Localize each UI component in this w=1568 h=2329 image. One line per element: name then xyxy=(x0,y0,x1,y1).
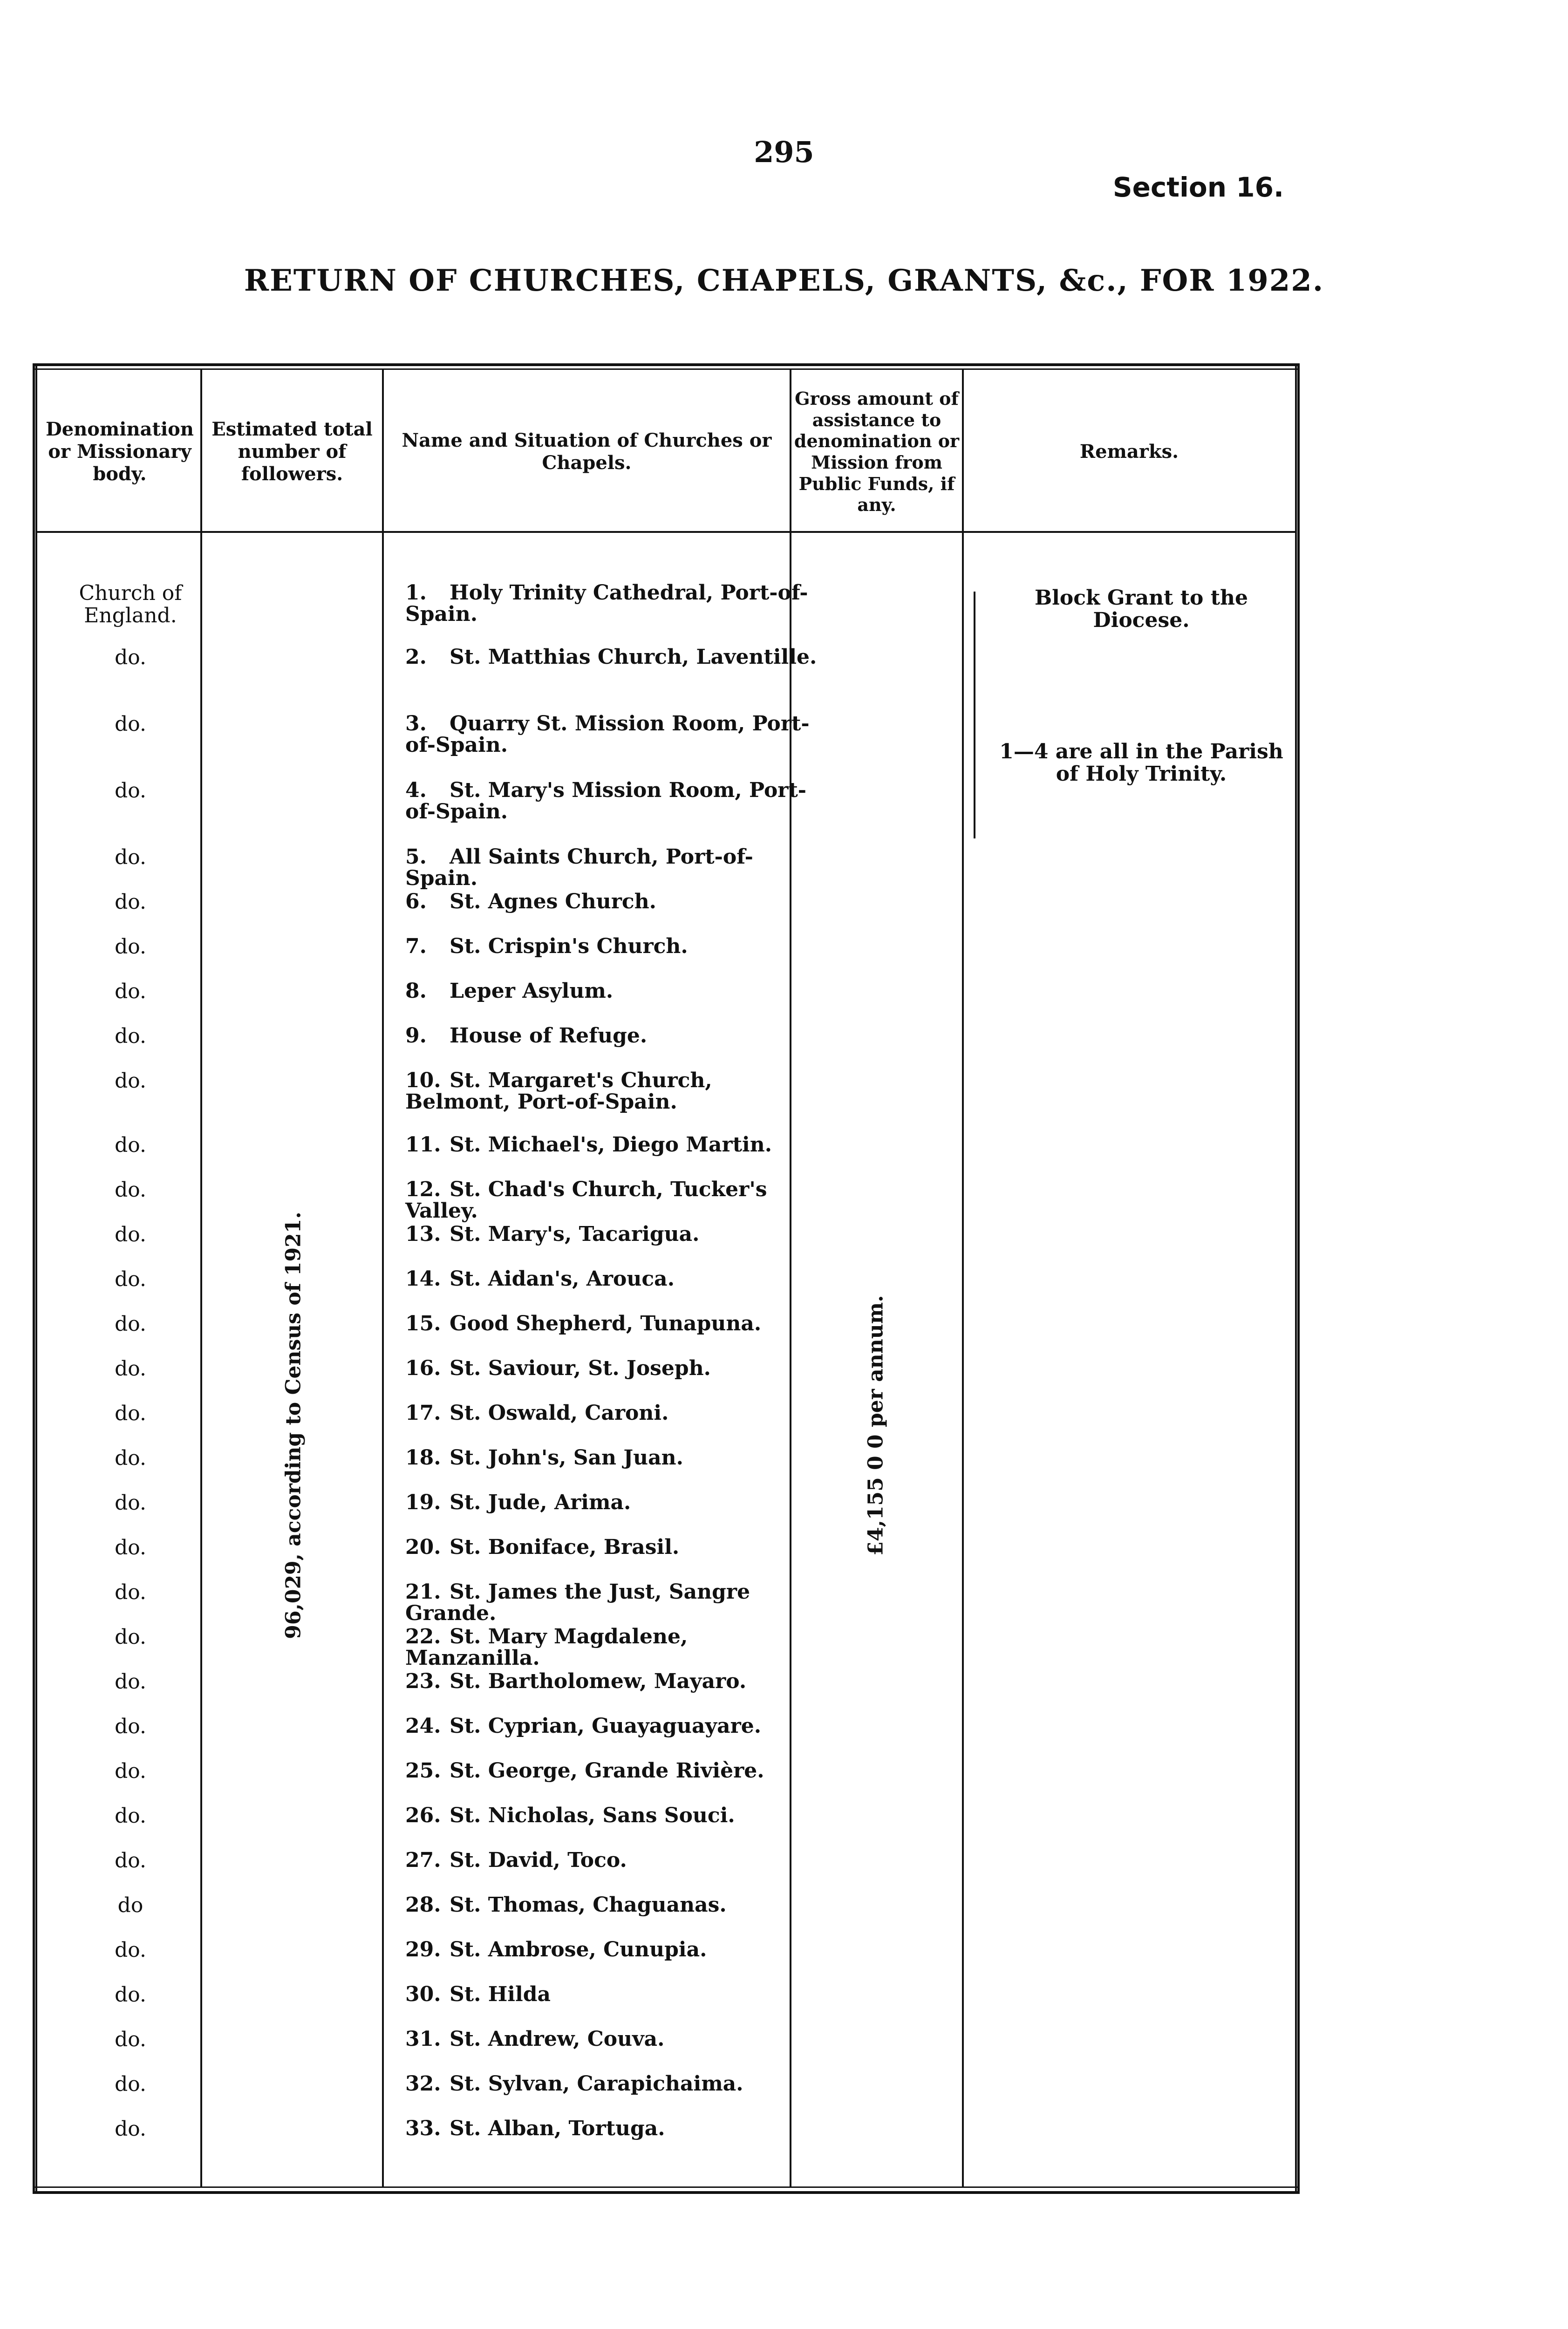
assistance-value: £4,155 0 0 per annum. xyxy=(864,1295,888,1556)
header-church-name: Name and Situation of Churches or Chapels. xyxy=(402,429,772,474)
row-church-name: St. Chad's Church, Tucker's Valley. xyxy=(405,1178,767,1223)
table-border-bottom xyxy=(33,2186,1300,2194)
row-church xyxy=(405,1179,820,1222)
table-row xyxy=(37,1025,1295,1067)
table-row xyxy=(37,647,1295,688)
row-number: 28. xyxy=(405,1893,441,1917)
row-number: 26. xyxy=(405,1804,441,1827)
row-church-name: St. Thomas, Chaguanas. xyxy=(450,1893,727,1917)
row-denomination: do. xyxy=(115,1446,146,1470)
table-row xyxy=(37,2118,1295,2160)
row-denomination: do. xyxy=(115,1491,146,1515)
row-church xyxy=(405,2073,820,2095)
row-number: 19. xyxy=(405,1491,441,1514)
row-denomination: do. xyxy=(115,1223,146,1246)
table-border-left xyxy=(33,363,37,2194)
row-denomination: do. xyxy=(115,1402,146,1425)
header-remarks: Remarks. xyxy=(1079,441,1179,463)
table-row xyxy=(37,936,1295,978)
table-row xyxy=(37,1805,1295,1847)
table-row xyxy=(37,1716,1295,1757)
header-assistance: Gross amount of assistance to denomination or Mission from Public Funds, if any. xyxy=(794,388,960,516)
row-church-name: St. John's, San Juan. xyxy=(450,1446,683,1470)
row-church-name: All Saints Church, Port-of-Spain. xyxy=(405,845,753,891)
row-church xyxy=(405,2118,820,2139)
table-row xyxy=(37,1224,1295,1266)
row-denomination: do. xyxy=(115,1178,146,1202)
table-row xyxy=(37,2073,1295,2115)
row-denomination: do. xyxy=(115,1267,146,1291)
table-row xyxy=(37,845,1295,891)
table-row xyxy=(37,1313,1295,1355)
row-church xyxy=(405,1894,820,1916)
row-denomination: do. xyxy=(115,779,146,803)
row-denomination: Church of England. xyxy=(79,581,182,628)
table-row xyxy=(37,981,1295,1022)
row-denomination: do. xyxy=(115,980,146,1003)
row-denomination: do. xyxy=(115,935,146,959)
row-number: 10. xyxy=(405,1069,441,1092)
row-number: 21. xyxy=(405,1580,441,1604)
row-church xyxy=(405,1025,820,1047)
row-church-name: St. Aidan's, Arouca. xyxy=(450,1267,675,1291)
row-number: 27. xyxy=(405,1848,441,1872)
row-denomination: do. xyxy=(115,1849,146,1873)
row-church xyxy=(405,1492,820,1513)
row-number: 23. xyxy=(405,1669,441,1693)
table-row xyxy=(37,891,1295,933)
row-number: 11. xyxy=(405,1133,441,1157)
remarks-brace xyxy=(974,592,989,838)
row-number: 3. xyxy=(405,712,427,735)
row-denomination: do. xyxy=(115,1983,146,2007)
row-church-name: St. Jude, Arima. xyxy=(450,1491,631,1514)
row-church xyxy=(405,1626,820,1669)
row-number: 5. xyxy=(405,845,427,869)
row-church xyxy=(405,1939,820,1961)
row-number: 13. xyxy=(405,1222,441,1246)
row-church xyxy=(405,780,820,823)
section-label: Section 16. xyxy=(1112,171,1284,203)
table-row xyxy=(37,1358,1295,1400)
page-title: RETURN OF CHURCHES, CHAPELS, GRANTS, &c., FOR 1922. xyxy=(244,263,1324,298)
row-number: 25. xyxy=(405,1759,441,1783)
row-number: 2. xyxy=(405,645,427,669)
row-denomination: do. xyxy=(115,1024,146,1048)
table-row xyxy=(37,1671,1295,1713)
row-church xyxy=(405,1581,820,1624)
row-church xyxy=(405,1358,820,1379)
row-church-name: St. Mary's Mission Room, Port-of-Spain. xyxy=(405,778,807,824)
row-church-name: St. Saviour, St. Joseph. xyxy=(450,1356,711,1380)
table-border-top xyxy=(33,363,1300,370)
row-church xyxy=(405,1447,820,1469)
row-number: 4. xyxy=(405,778,427,802)
row-church-name: House of Refuge. xyxy=(450,1024,648,1048)
row-denomination: do. xyxy=(115,2072,146,2096)
row-church-name: St. Andrew, Couva. xyxy=(450,2027,665,2051)
row-church-name: St. Michael's, Diego Martin. xyxy=(450,1133,772,1157)
row-church-name: St. James the Just, Sangre Grande. xyxy=(405,1580,750,1626)
row-church xyxy=(405,1224,820,1245)
row-number: 17. xyxy=(405,1401,441,1425)
table-row xyxy=(37,1760,1295,1802)
row-church xyxy=(405,1850,820,1871)
row-church xyxy=(405,936,820,957)
row-number: 18. xyxy=(405,1446,441,1470)
header-rule xyxy=(37,531,1295,533)
row-denomination: do. xyxy=(115,1759,146,1783)
row-church-name: St. Cyprian, Guayaguayare. xyxy=(450,1714,762,1738)
row-church-name: St. David, Toco. xyxy=(450,1848,627,1872)
row-denomination: do. xyxy=(115,712,146,736)
row-church-name: St. Oswald, Caroni. xyxy=(450,1401,669,1425)
row-number: 1. xyxy=(405,581,427,605)
row-church-name: St. Sylvan, Carapichaima. xyxy=(450,2072,743,2096)
row-church xyxy=(405,1984,820,2005)
table-row xyxy=(37,1447,1295,1489)
row-church xyxy=(405,891,820,913)
table-row xyxy=(37,1492,1295,1534)
row-denomination: do. xyxy=(115,2117,146,2141)
row-church-name: St. Mary's, Tacarigua. xyxy=(450,1222,700,1246)
row-denomination: do. xyxy=(115,646,146,669)
row-church-name: St. Boniface, Brasil. xyxy=(450,1535,680,1559)
table-row xyxy=(37,1537,1295,1579)
row-denomination: do. xyxy=(115,1536,146,1559)
row-church-name: Leper Asylum. xyxy=(450,979,614,1003)
row-church xyxy=(405,1671,820,1692)
row-church-name: St. Margaret's Church, Belmont, Port-of-Spain. xyxy=(405,1069,712,1114)
row-church xyxy=(405,713,820,756)
row-denomination: do. xyxy=(115,845,146,869)
table-row xyxy=(37,1984,1295,2026)
row-number: 12. xyxy=(405,1178,441,1201)
row-church-name: St. Matthias Church, Laventille. xyxy=(450,645,817,669)
table-row xyxy=(37,1070,1295,1112)
header-followers: Estimated total number of followers. xyxy=(211,418,373,485)
row-denomination: do. xyxy=(115,1625,146,1649)
row-number: 33. xyxy=(405,2117,441,2140)
page-number: 295 xyxy=(754,135,814,169)
row-number: 29. xyxy=(405,1938,441,1961)
row-number: 6. xyxy=(405,890,427,913)
remark-parish-note: 1—4 are all in the Parish of Holy Trinity. xyxy=(999,740,1283,786)
remark-block-grant: Block Grant to the Diocese. xyxy=(1034,586,1248,633)
row-church xyxy=(405,647,820,668)
row-church xyxy=(405,1716,820,1737)
row-church-name: Holy Trinity Cathedral, Port-of-Spain. xyxy=(405,581,808,627)
row-church xyxy=(405,1805,820,1826)
table-row xyxy=(37,1580,1295,1626)
table-row xyxy=(37,1403,1295,1444)
row-church-name: St. Crispin's Church. xyxy=(450,934,688,958)
row-denomination: do. xyxy=(115,1069,146,1093)
row-church-name: St. Ambrose, Cunupia. xyxy=(450,1938,707,1961)
table-row xyxy=(37,1134,1295,1176)
row-church-name: St. Agnes Church. xyxy=(450,890,656,913)
table-row xyxy=(37,1894,1295,1936)
row-denomination: do. xyxy=(115,1580,146,1604)
row-church-name: Quarry St. Mission Room, Port-of-Spain. xyxy=(405,712,810,757)
row-denomination: do. xyxy=(115,1938,146,1962)
row-church-name: St. Alban, Tortuga. xyxy=(450,2117,665,2140)
table-row xyxy=(37,2029,1295,2070)
row-church xyxy=(405,981,820,1002)
row-church-name: St. Nicholas, Sans Souci. xyxy=(450,1804,735,1827)
row-church xyxy=(405,846,820,889)
row-church xyxy=(405,1760,820,1782)
row-church xyxy=(405,1070,820,1113)
table-row xyxy=(37,780,1295,822)
row-number: 14. xyxy=(405,1267,441,1291)
table-row xyxy=(37,1268,1295,1310)
row-number: 22. xyxy=(405,1625,441,1648)
followers-value: 96,029, according to Census of 1921. xyxy=(281,1212,306,1639)
row-church xyxy=(405,1313,820,1335)
row-church-name: St. Mary Magdalene, Manzanilla. xyxy=(405,1625,688,1670)
row-church xyxy=(405,1537,820,1558)
row-church xyxy=(405,1268,820,1290)
row-denomination: do. xyxy=(115,1715,146,1738)
row-church xyxy=(405,1134,820,1156)
row-denomination: do. xyxy=(115,1357,146,1381)
table-row xyxy=(37,1626,1295,1668)
row-number: 16. xyxy=(405,1356,441,1380)
row-denomination: do. xyxy=(115,1133,146,1157)
row-church xyxy=(405,1403,820,1424)
row-denomination: do. xyxy=(115,1804,146,1828)
table-row xyxy=(37,1850,1295,1892)
row-church xyxy=(405,582,820,625)
row-denomination: do. xyxy=(115,890,146,914)
row-number: 8. xyxy=(405,979,427,1003)
row-church xyxy=(405,2029,820,2050)
row-church-name: St. Hilda xyxy=(450,1982,551,2006)
row-number: 24. xyxy=(405,1714,441,1738)
row-number: 20. xyxy=(405,1535,441,1559)
table-row xyxy=(37,1179,1295,1221)
row-number: 9. xyxy=(405,1024,427,1048)
row-number: 7. xyxy=(405,934,427,958)
row-number: 15. xyxy=(405,1312,441,1335)
header-denomination: Denomination or Missionary body. xyxy=(46,418,194,485)
returns-table xyxy=(33,363,1300,2194)
table-border-right xyxy=(1295,363,1300,2194)
row-denomination: do. xyxy=(115,1312,146,1336)
row-number: 30. xyxy=(405,1982,441,2006)
row-church-name: Good Shepherd, Tunapuna. xyxy=(450,1312,762,1335)
row-denomination: do. xyxy=(115,2028,146,2051)
row-number: 32. xyxy=(405,2072,441,2096)
row-denomination: do xyxy=(117,1893,143,1917)
table-row xyxy=(37,1939,1295,1981)
row-church-name: St. George, Grande Rivière. xyxy=(450,1759,764,1783)
row-number: 31. xyxy=(405,2027,441,2051)
row-denomination: do. xyxy=(115,1670,146,1694)
row-church-name: St. Bartholomew, Mayaro. xyxy=(450,1669,747,1693)
